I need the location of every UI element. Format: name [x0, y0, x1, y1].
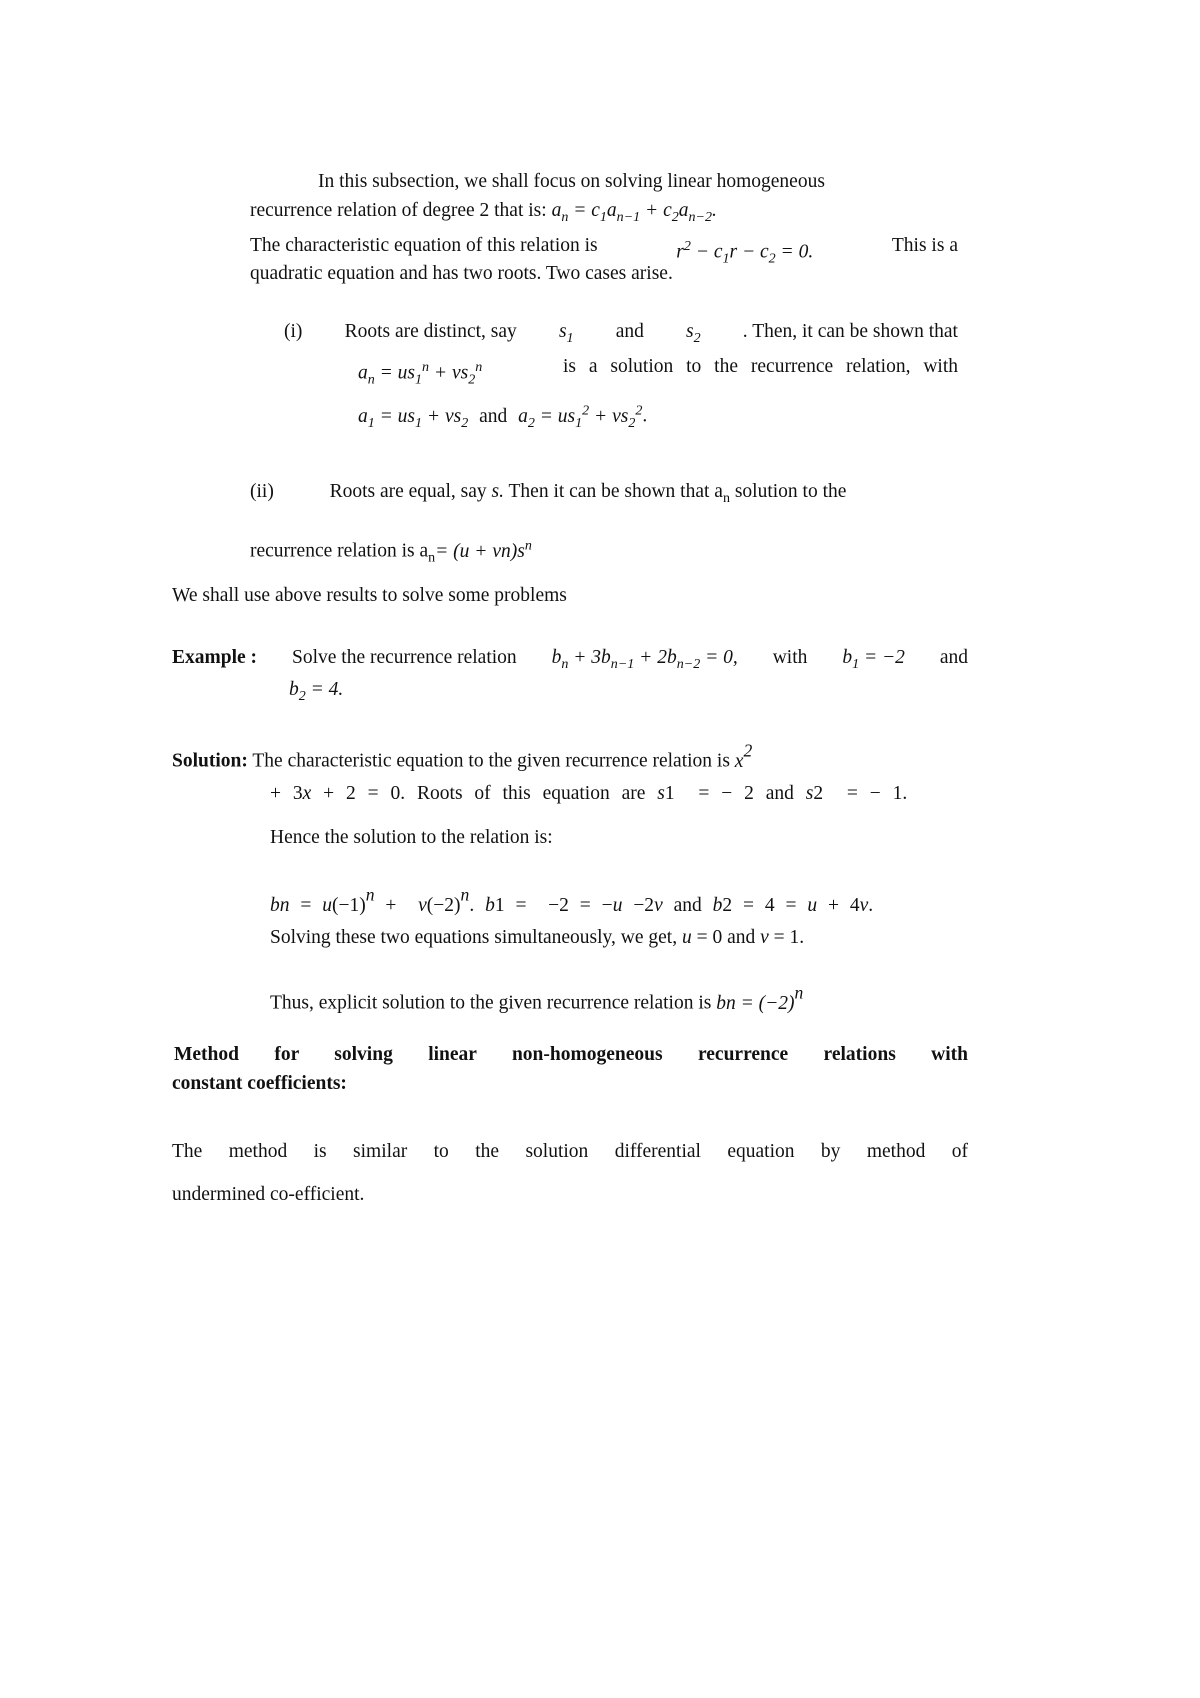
- method-body-2: undermined co-efficient.: [172, 1184, 365, 1205]
- solution-roots-text: + 3x + 2 = 0. Roots of this equation are s1 = − 2 and s2 = − 1.: [270, 783, 908, 804]
- case2-label: (ii): [250, 481, 274, 502]
- case1-initial-a1: $a_1 = us_1 + vs_2$: [358, 405, 469, 431]
- case1-root-s2: $s_2$: [686, 321, 701, 346]
- intro-line-2: [250, 199, 717, 229]
- case1-initial-a2: $a_2 = us_1^2 + vs_2^2$: [518, 402, 643, 431]
- solution-line-4: [270, 882, 873, 918]
- case1-root-s1: $s_1$: [558, 321, 574, 346]
- case1-text-a: Roots are distinct, say: [344, 321, 517, 342]
- example-initial-b2: $b_2 = 4$.: [289, 679, 344, 704]
- case1-line-2: [358, 355, 958, 392]
- case2-line-1: [250, 480, 846, 510]
- solution-line-1-text: The characteristic equation to the given recurrence relation is: [252, 750, 730, 772]
- solution-general-form: bn = u(−1)n + v(−2)n. b1 = −2 = −u −2v and b2 = 4 = u + 4v.: [270, 884, 874, 916]
- intro-line-1-text: In this subsection, we shall focus on solving linear homogeneous: [318, 171, 825, 192]
- characteristic-equation: $r^2 - c_1r - c_2 = 0$.: [676, 238, 814, 267]
- solution-line-3-text: Hence the solution to the relation is:: [270, 827, 553, 848]
- case1-line-2-text: is a solution to the recurrence relation, with: [563, 356, 958, 377]
- case2-text-c: solution to the: [734, 481, 847, 502]
- example-recurrence: $b_n + 3b_{n-1} + 2b_{n-2} = 0$,: [551, 647, 738, 672]
- case1-line-3: [358, 398, 647, 435]
- solution-label: Solution:: [172, 750, 248, 772]
- case2-root-s: s.: [491, 481, 504, 502]
- case2-line-2: [250, 533, 532, 570]
- case1-line-3-dot: .: [642, 405, 648, 427]
- method-heading-2: constant coefficients:: [172, 1073, 347, 1094]
- solution-line-3: [270, 826, 553, 850]
- use-results-line: [172, 584, 567, 608]
- case1-and: and: [615, 321, 644, 342]
- case2-sub-n: n: [722, 489, 730, 506]
- method-heading-line-2: [172, 1072, 347, 1096]
- intro-line-3-tail: This is a: [891, 235, 958, 256]
- case2-text-b: Then it can be shown that a: [508, 481, 723, 502]
- example-line-1: [172, 646, 968, 676]
- method-body-line-1: [172, 1140, 968, 1164]
- case2-general-solution: = $(u + vn)s^n$: [435, 537, 532, 562]
- intro-line-1: [318, 170, 825, 194]
- method-body-1: The method is similar to the solution differential equation by method of: [172, 1141, 968, 1162]
- intro-recurrence-equation: $a_n = c_1a_{n-1} + c_2a_{n-2}$.: [551, 200, 717, 225]
- intro-line-3-text: The characteristic equation of this relation is: [250, 235, 598, 256]
- solution-explicit-answer: bn = (−2)n: [716, 982, 804, 1014]
- method-heading-1: Method for solving linear non-homogeneous recurrence relations with: [174, 1044, 968, 1065]
- case2-text-a: Roots are equal, say: [329, 481, 487, 502]
- use-results-text: We shall use above results to solve some problems: [172, 585, 567, 606]
- intro-line-4: [250, 262, 673, 286]
- intro-line-4-text: quadratic equation and has two roots. Two cases arise.: [250, 263, 673, 284]
- solution-line-6: [270, 980, 803, 1016]
- example-text: Solve the recurrence relation: [291, 647, 517, 668]
- solution-simultaneous-text: Solving these two equations simultaneously, we get, u = 0 and v = 1.: [270, 927, 805, 948]
- example-with: with: [772, 647, 808, 668]
- case1-line-3-and: and: [479, 405, 508, 427]
- intro-line-2-text: recurrence relation of degree 2 that is:: [250, 200, 547, 221]
- example-line-2: [289, 678, 343, 708]
- solution-x-squared: x2: [734, 740, 753, 772]
- example-label: Example :: [172, 647, 258, 668]
- example-initial-b1: $b_1 = -2$: [842, 647, 905, 672]
- case1-label: (i): [284, 321, 303, 342]
- solution-line-6-text: Thus, explicit solution to the given recurrence relation is: [270, 992, 712, 1014]
- method-body-line-2: [172, 1183, 364, 1207]
- case2-line-2-sub: n: [428, 549, 436, 566]
- solution-line-5: [270, 926, 804, 950]
- case1-line-1: [284, 320, 958, 350]
- case1-text-b: . Then, it can be shown that: [742, 321, 958, 342]
- solution-line-1: [172, 738, 752, 774]
- solution-line-2: [270, 782, 968, 806]
- case2-line-2-text: recurrence relation is a: [250, 540, 429, 562]
- method-heading-line-1: [174, 1043, 968, 1067]
- case1-general-solution: $a_n = us_1^n + vs_2^n$: [358, 359, 483, 388]
- example-and: and: [939, 647, 968, 668]
